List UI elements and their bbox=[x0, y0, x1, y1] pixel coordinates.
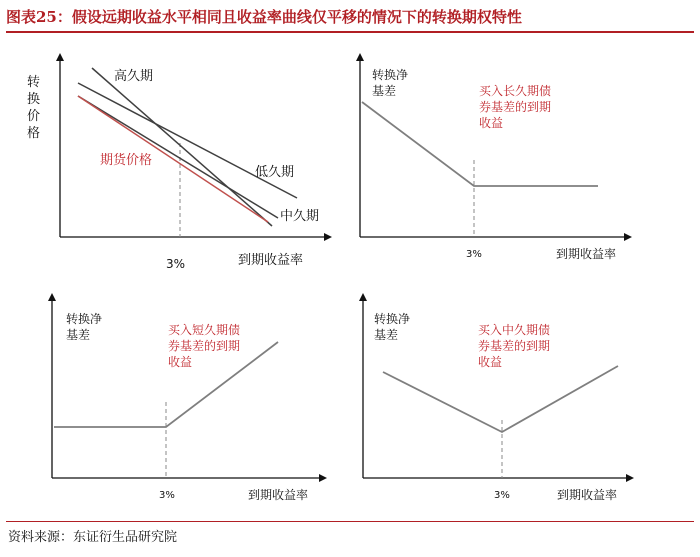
panel4-x-tick: 3% bbox=[494, 490, 510, 501]
panel1-x-label: 到期收益率 bbox=[238, 253, 304, 268]
panel1-y-label-4: 格 bbox=[27, 126, 41, 141]
panel-long-duration bbox=[360, 55, 630, 261]
panel1-y-label-2: 换 bbox=[27, 92, 41, 107]
panel2-note-line2: 券基差的到期 bbox=[479, 100, 552, 114]
panel3-x-tick: 3% bbox=[159, 490, 175, 501]
panel3-note-line2: 券基差的到期 bbox=[168, 339, 241, 353]
panel3-x-label: 到期收益率 bbox=[248, 488, 309, 502]
panel3-y-label-line1: 转换净 bbox=[66, 312, 103, 326]
panel-mid-duration bbox=[363, 295, 632, 502]
panel4-note-line1: 买入中久期债 bbox=[478, 323, 551, 337]
panel-short-duration bbox=[52, 295, 325, 502]
panel1-y-label-1: 转 bbox=[27, 75, 41, 90]
panel4-y-label-line2: 基差 bbox=[374, 328, 399, 342]
panel2-y-label-line2: 基差 bbox=[372, 84, 397, 98]
figure-title: 图表25：假设远期收益水平相同且收益率曲线仅平移的情况下的转换期权特性 bbox=[6, 8, 522, 26]
panel2-y-label-line1: 转换净 bbox=[372, 68, 409, 82]
label-low-duration: 低久期 bbox=[255, 165, 295, 180]
panel1-x-tick: 3% bbox=[166, 257, 186, 271]
panel2-x-label: 到期收益率 bbox=[556, 247, 617, 261]
label-futures-price: 期货价格 bbox=[100, 153, 153, 168]
curve-low-duration bbox=[78, 83, 297, 198]
panel-conversion-price bbox=[27, 55, 330, 271]
curve-high-duration bbox=[92, 68, 272, 226]
panel4-x-label: 到期收益率 bbox=[557, 488, 618, 502]
footer-divider bbox=[6, 521, 694, 522]
label-high-duration: 高久期 bbox=[114, 69, 154, 84]
panel4-y-label-line1: 转换净 bbox=[374, 312, 411, 326]
panel3-note-line1: 买入短久期债 bbox=[168, 323, 241, 337]
panel4-note-line3: 收益 bbox=[478, 355, 503, 369]
panel2-x-tick: 3% bbox=[466, 249, 482, 260]
label-mid-duration: 中久期 bbox=[280, 209, 320, 224]
panel2-note-line3: 收益 bbox=[479, 116, 504, 130]
source-note: 资料来源：东证衍生品研究院 bbox=[8, 530, 178, 545]
panel4-note-line2: 券基差的到期 bbox=[478, 339, 551, 353]
panel4-net-basis-line bbox=[383, 366, 618, 432]
panel3-note-line3: 收益 bbox=[168, 355, 193, 369]
panel3-y-label-line2: 基差 bbox=[66, 328, 91, 342]
panel2-note-line1: 买入长久期债 bbox=[479, 84, 552, 98]
panel2-net-basis-line bbox=[362, 102, 598, 186]
panel1-y-label-3: 价 bbox=[27, 109, 41, 124]
panel3-net-basis-line bbox=[54, 342, 278, 427]
